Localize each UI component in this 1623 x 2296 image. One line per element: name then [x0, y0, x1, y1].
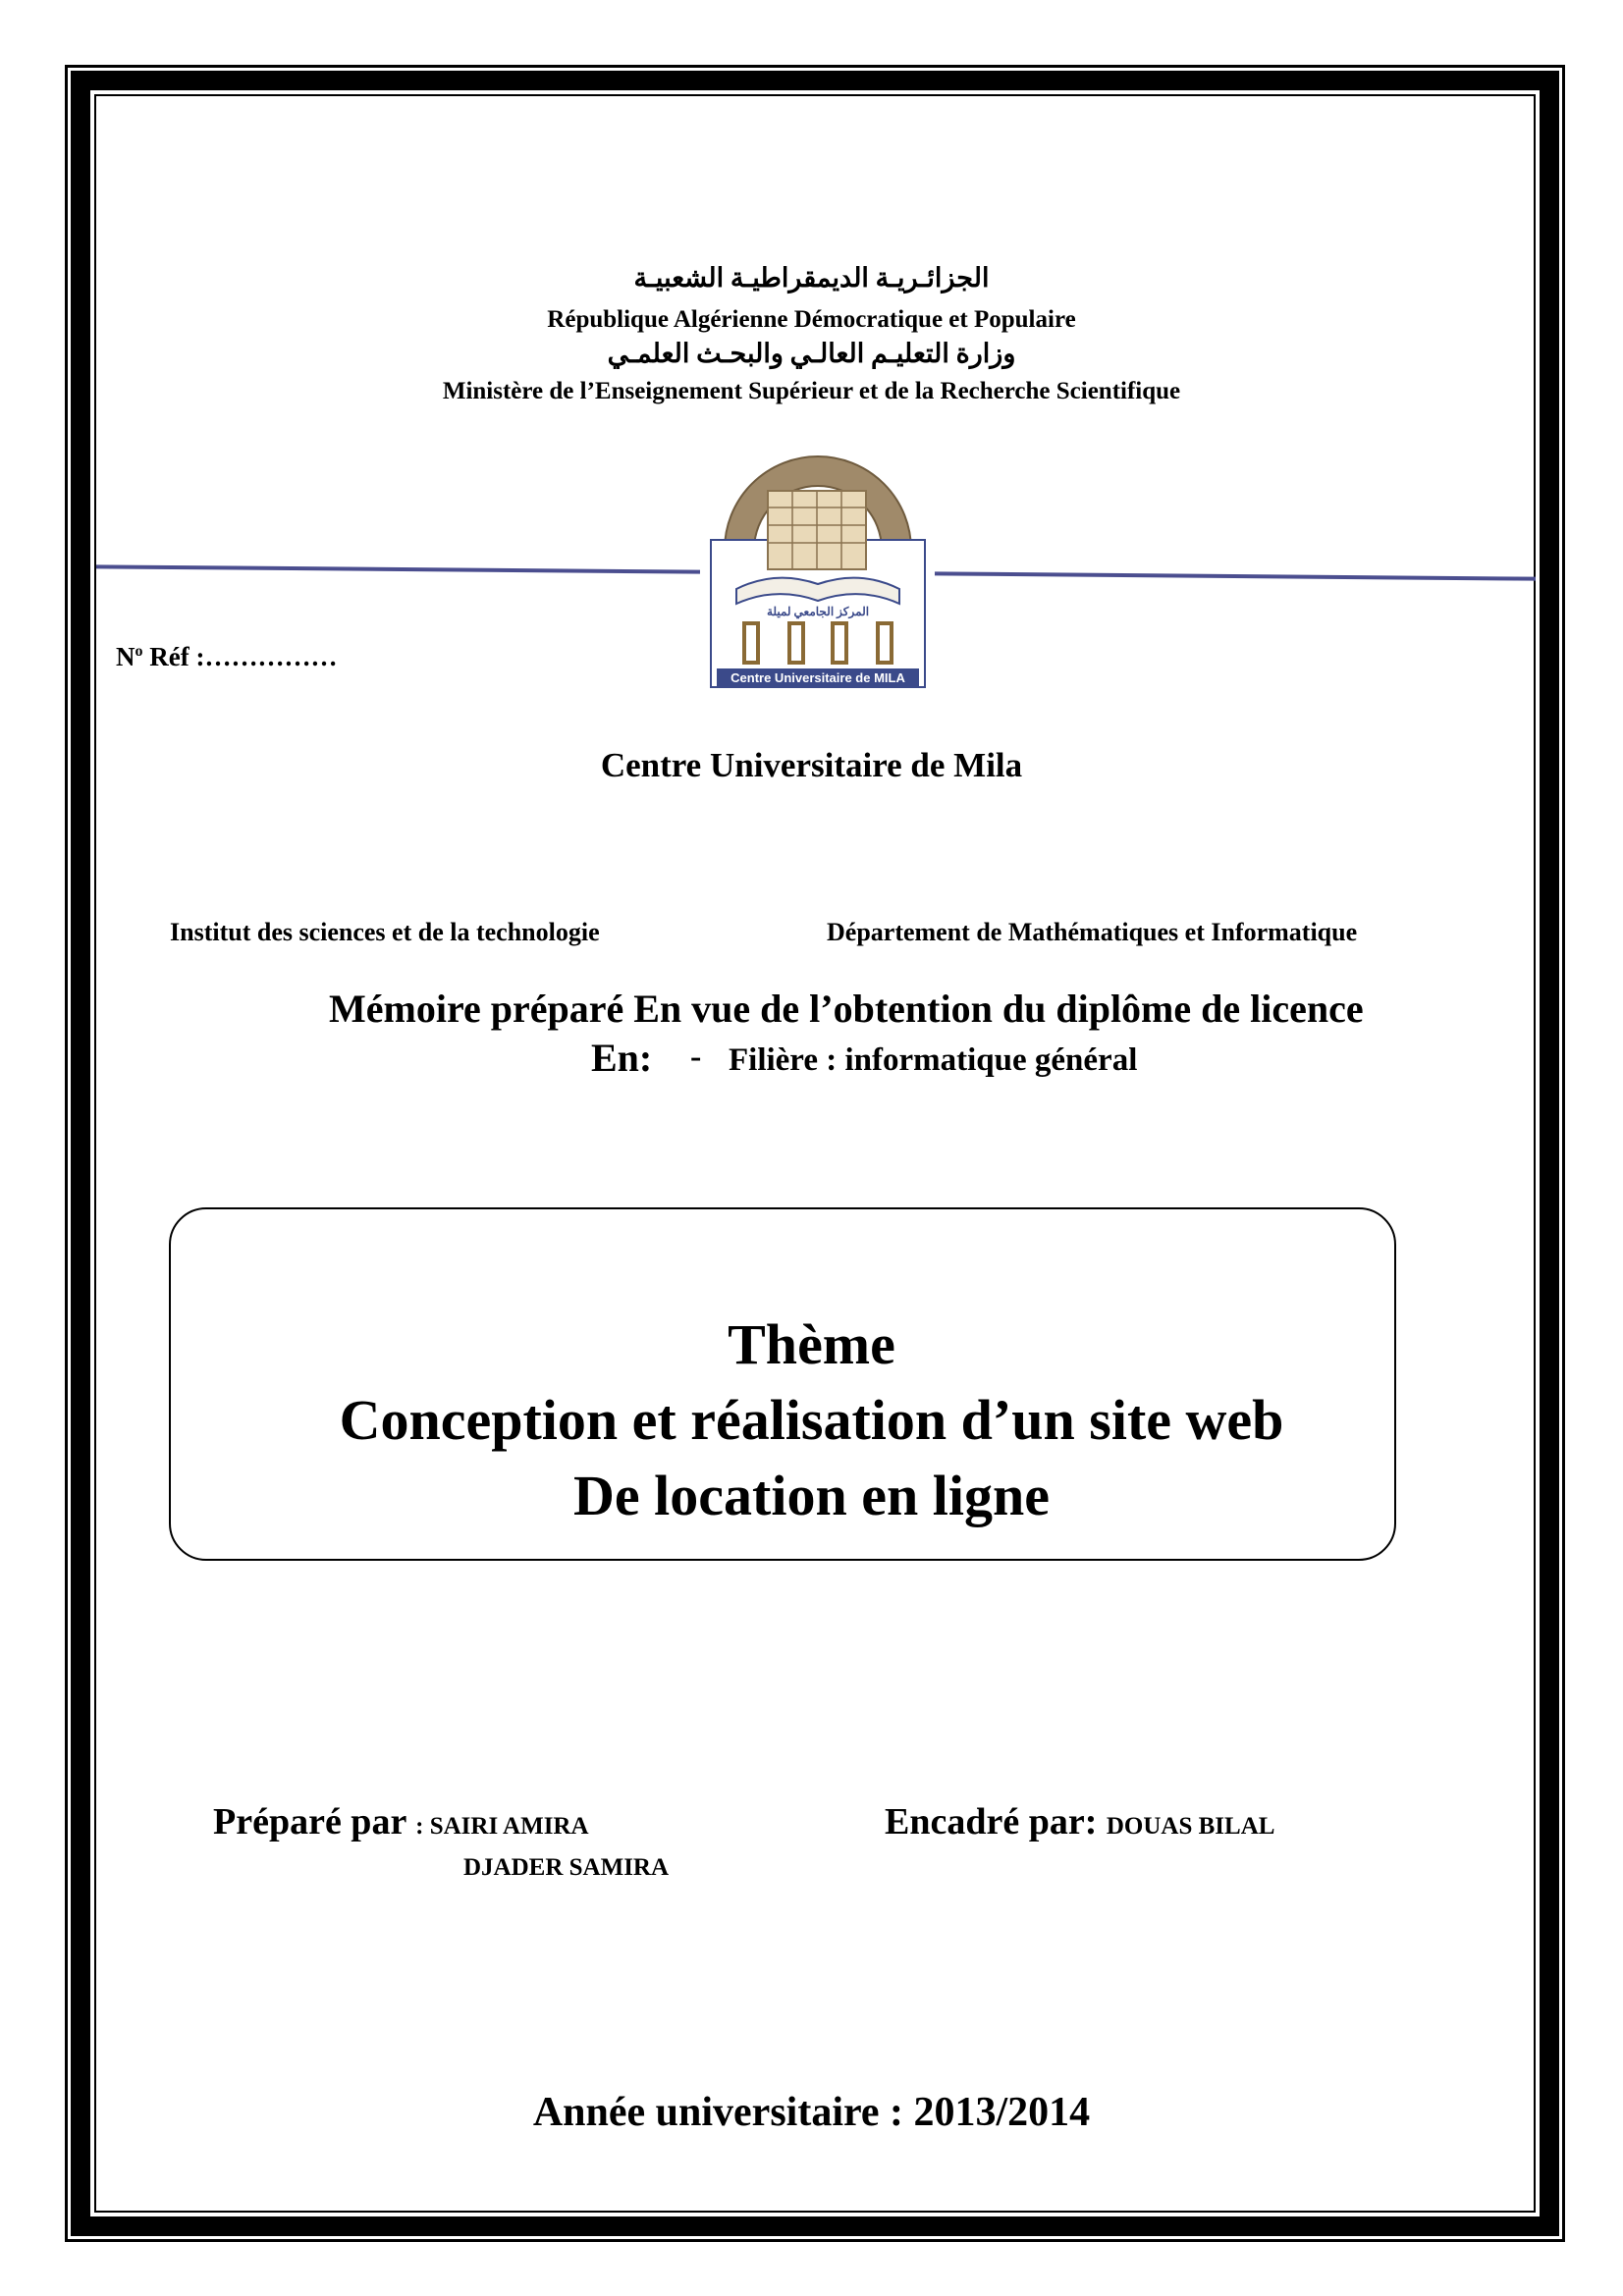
prepared-label: Préparé par [213, 1801, 406, 1842]
reference-number [116, 642, 337, 672]
prepared-name1: : SAIRI AMIRA [415, 1813, 589, 1840]
header-arabic-republic: الجزائـريـة الديمقراطيـة الشعبيـة [633, 263, 990, 293]
memoire-filiere: Filière : informatique général [729, 1042, 1138, 1078]
department-name: Département de Mathématiques et Informatique [827, 918, 1358, 946]
header-republic: République Algérienne Démocratique et Populaire [547, 306, 1076, 333]
logo-banner-arabic: المركز الجامعي لميلة [766, 605, 870, 618]
prepared-name2: DJADER SAMIRA [463, 1854, 670, 1881]
theme-title-line2: De location en ligne [573, 1464, 1050, 1527]
reference-superscript: o [135, 643, 143, 660]
supervised-name: DOUAS BILAL [1106, 1813, 1275, 1840]
page-border-inner [94, 94, 1536, 2213]
header-arabic-ministry: وزارة التعليـم العالـي والبحـث العلمـي [607, 339, 1016, 368]
theme-title-line1: Conception et réalisation d’un site web [339, 1388, 1284, 1452]
header-ministry: Ministère de l’Enseignement Supérieur et de la Recherche Scientifique [442, 378, 1181, 404]
university-logo [707, 447, 929, 697]
reference-label: Réf :…………… [149, 642, 338, 671]
supervised-label: Encadré par: [885, 1801, 1098, 1842]
institute-name: Institut des sciences et de la technologie [170, 918, 600, 946]
memoire-line: Mémoire préparé En vue de l’obtention du diplôme de licence [329, 987, 1364, 1031]
academic-year: Année universitaire : 2013/2014 [532, 2090, 1091, 2135]
supervised-by [885, 1800, 1274, 1843]
logo-caption: Centre Universitaire de MILA [730, 670, 905, 685]
theme-label: Thème [728, 1312, 895, 1376]
prepared-by [213, 1800, 589, 1843]
memoire-en-label: En: [591, 1036, 653, 1080]
institution-name: Centre Universitaire de Mila [600, 746, 1023, 784]
reference-prefix: N [116, 642, 135, 671]
memoire-dash: - [690, 1039, 702, 1075]
